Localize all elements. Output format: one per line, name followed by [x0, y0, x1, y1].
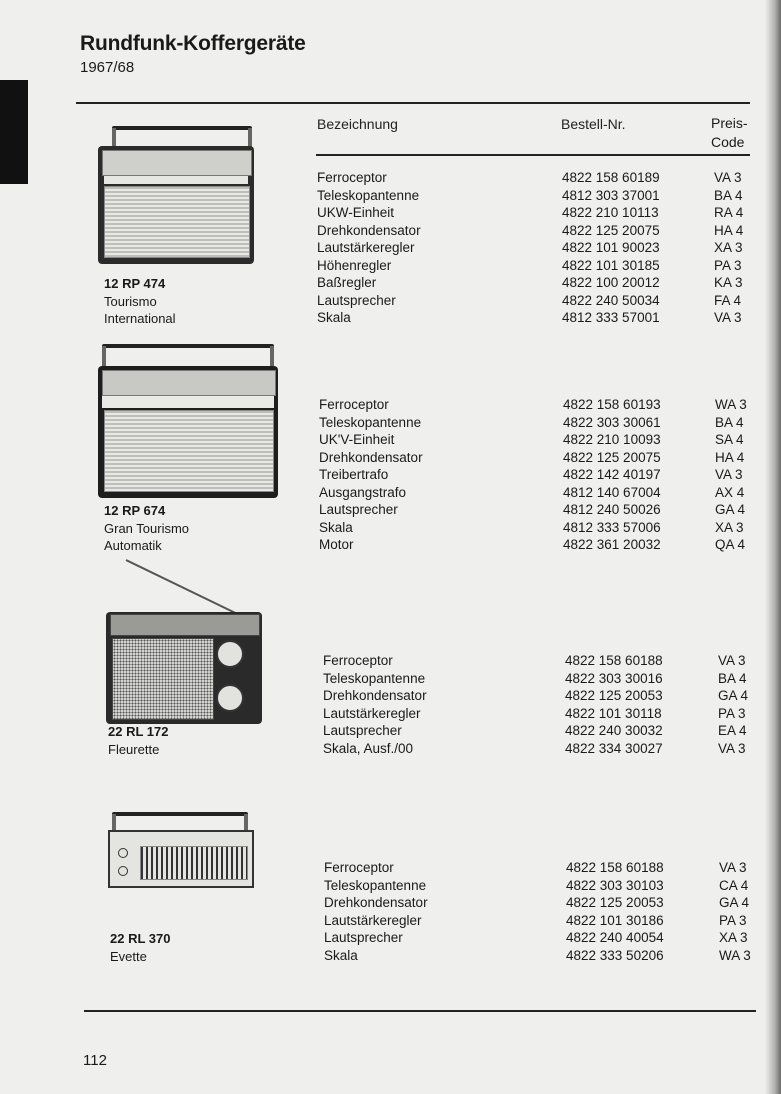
price-code: VA 3	[718, 653, 746, 668]
price-code: PA 3	[719, 912, 747, 928]
part-name: Ferroceptor	[319, 397, 389, 412]
part-name: Drehkondensator	[317, 222, 421, 238]
price-code: PA 3	[718, 705, 746, 721]
price-code: XA 3	[719, 930, 748, 945]
part-name: Lautsprecher	[324, 930, 403, 945]
model-code: 22 RL 370	[110, 931, 171, 946]
part-name: Drehkondensator	[323, 688, 427, 703]
part-name: Lautsprecher	[317, 292, 396, 308]
price-code: FA 4	[714, 292, 742, 308]
price-code: VA 3	[715, 467, 743, 482]
model-name	[110, 948, 147, 965]
part-number: 4822 158 60188	[566, 860, 664, 875]
part-name: Motor	[319, 537, 354, 552]
page-title: Rundfunk-Koffergeräte	[80, 32, 306, 55]
part-name: Drehkondensator	[324, 895, 428, 910]
part-number: 4822 158 60188	[565, 653, 663, 668]
model-name	[104, 520, 189, 554]
part-number: 4822 142 40197	[563, 467, 661, 482]
part-name: Teleskopantenne	[323, 670, 426, 686]
model-name-line: Gran Tourismo	[104, 521, 190, 536]
part-number: 4822 210 10113	[562, 205, 659, 220]
part-number: 4822 125 20075	[562, 222, 660, 238]
price-code: VA 3	[714, 170, 742, 185]
part-name: Skala	[317, 310, 351, 325]
price-codes-12rp674	[715, 396, 747, 554]
part-numbers-22rl172	[565, 652, 663, 757]
price-codes-22rl172	[718, 652, 748, 757]
column-header-price-code	[711, 114, 748, 152]
part-names-22rl370	[324, 859, 428, 964]
part-number: 4822 125 20075	[563, 449, 661, 465]
thumb-index-tab	[0, 80, 28, 184]
part-names-12rp674	[319, 396, 423, 554]
page-year: 1967/68	[80, 59, 135, 76]
part-name: Skala	[319, 519, 353, 535]
price-code: BA 4	[718, 670, 747, 686]
part-number: 4822 101 30186	[566, 912, 664, 928]
part-name: Ferroceptor	[317, 170, 387, 185]
part-number: 4822 240 30032	[565, 723, 663, 738]
part-number: 4812 333 57006	[563, 519, 661, 535]
part-name: Teleskopantenne	[317, 187, 420, 203]
part-number: 4822 303 30016	[565, 670, 663, 686]
price-code-line-2: Code	[711, 134, 745, 150]
price-code: SA 4	[715, 432, 744, 447]
price-code: WA 3	[719, 947, 751, 963]
part-number: 4822 210 10093	[563, 432, 661, 447]
part-number: 4822 240 50034	[562, 292, 660, 308]
part-name: Lautstärkeregler	[323, 705, 421, 721]
part-name: Ferroceptor	[324, 860, 394, 875]
part-number: 4812 140 67004	[563, 484, 661, 500]
price-code: XA 3	[714, 240, 743, 255]
price-code: QA 4	[715, 537, 746, 552]
price-code: GA 4	[719, 895, 750, 910]
price-code: KA 3	[714, 275, 743, 290]
part-number: 4822 125 20053	[566, 895, 664, 910]
price-code: GA 4	[715, 502, 746, 517]
part-name: Baßregler	[317, 275, 377, 290]
price-code: VA 3	[718, 740, 746, 756]
part-number: 4822 240 40054	[566, 930, 664, 945]
part-numbers-12rp474	[562, 169, 660, 327]
part-name: UK'V-Einheit	[319, 432, 395, 447]
part-names-22rl172	[323, 652, 427, 757]
part-numbers-12rp674	[563, 396, 661, 554]
price-code-line-1: Preis-	[711, 115, 748, 131]
price-code: VA 3	[719, 860, 747, 875]
column-header-designation: Bezeichnung	[317, 116, 398, 132]
price-code: GA 4	[718, 688, 749, 703]
part-name: Lautstärkeregler	[317, 240, 415, 255]
price-code: RA 4	[714, 205, 744, 220]
price-code: AX 4	[715, 484, 745, 500]
price-code: BA 4	[714, 187, 743, 203]
part-number: 4822 334 30027	[565, 740, 663, 756]
radio-image-22rl172	[104, 556, 266, 726]
price-codes-22rl370	[719, 859, 751, 964]
part-number: 4822 333 50206	[566, 947, 664, 963]
part-name: Teleskopantenne	[319, 414, 422, 430]
top-rule	[76, 102, 750, 104]
part-number: 4822 101 90023	[562, 240, 660, 255]
part-number: 4822 101 30185	[562, 257, 660, 273]
model-name-line: International	[104, 311, 176, 326]
part-name: Treibertrafo	[319, 467, 389, 482]
part-number: 4822 361 20032	[563, 537, 661, 552]
part-number: 4822 101 30118	[565, 705, 662, 721]
part-number: 4822 303 30061	[563, 414, 661, 430]
price-code: XA 3	[715, 519, 744, 535]
radio-image-12rp674	[96, 340, 280, 500]
model-name-line: Fleurette	[108, 742, 160, 757]
part-name: Skala	[324, 947, 358, 963]
model-code: 12 RP 674	[104, 503, 166, 518]
part-name: Drehkondensator	[319, 449, 423, 465]
part-name: Lautstärkeregler	[324, 912, 422, 928]
price-code: PA 3	[714, 257, 742, 273]
bottom-rule	[84, 1010, 756, 1012]
price-code: BA 4	[715, 414, 744, 430]
part-number: 4822 303 30103	[566, 877, 664, 893]
part-name: UKW-Einheit	[317, 205, 395, 220]
price-code: WA 3	[715, 397, 747, 412]
price-code: CA 4	[719, 877, 749, 893]
price-code: HA 4	[714, 222, 744, 238]
model-name	[104, 293, 176, 327]
radio-image-22rl370	[106, 810, 254, 886]
column-header-order-no: Bestell-Nr.	[561, 116, 626, 132]
part-name: Ausgangstrafo	[319, 484, 407, 500]
part-number: 4822 100 20012	[562, 275, 660, 290]
radio-image-12rp474	[96, 124, 258, 266]
part-number: 4812 333 57001	[562, 310, 660, 325]
model-name	[108, 741, 159, 758]
page-number: 112	[83, 1052, 107, 1069]
price-code: VA 3	[714, 310, 742, 325]
price-code: EA 4	[718, 723, 747, 738]
part-numbers-22rl370	[566, 859, 664, 964]
model-name-line: Evette	[110, 949, 147, 964]
part-number: 4812 303 37001	[562, 187, 660, 203]
model-code: 12 RP 474	[104, 276, 166, 291]
model-name-line: Automatik	[104, 538, 162, 553]
price-codes-12rp474	[714, 169, 743, 327]
part-number: 4822 125 20053	[565, 688, 663, 703]
part-number: 4822 158 60193	[563, 397, 661, 412]
part-number: 4812 240 50026	[563, 502, 661, 517]
part-name: Lautsprecher	[323, 723, 402, 738]
part-names-12rp474	[317, 169, 421, 327]
part-name: Ferroceptor	[323, 653, 393, 668]
model-name-line: Tourismo	[104, 294, 157, 309]
part-name: Lautsprecher	[319, 502, 398, 517]
price-code: HA 4	[715, 449, 745, 465]
model-code: 22 RL 172	[108, 724, 169, 739]
page-edge-shadow	[765, 0, 781, 1094]
part-name: Teleskopantenne	[324, 877, 427, 893]
part-name: Skala, Ausf./00	[323, 740, 414, 756]
part-name: Höhenregler	[317, 257, 392, 273]
part-number: 4822 158 60189	[562, 170, 660, 185]
header-rule	[316, 154, 750, 156]
